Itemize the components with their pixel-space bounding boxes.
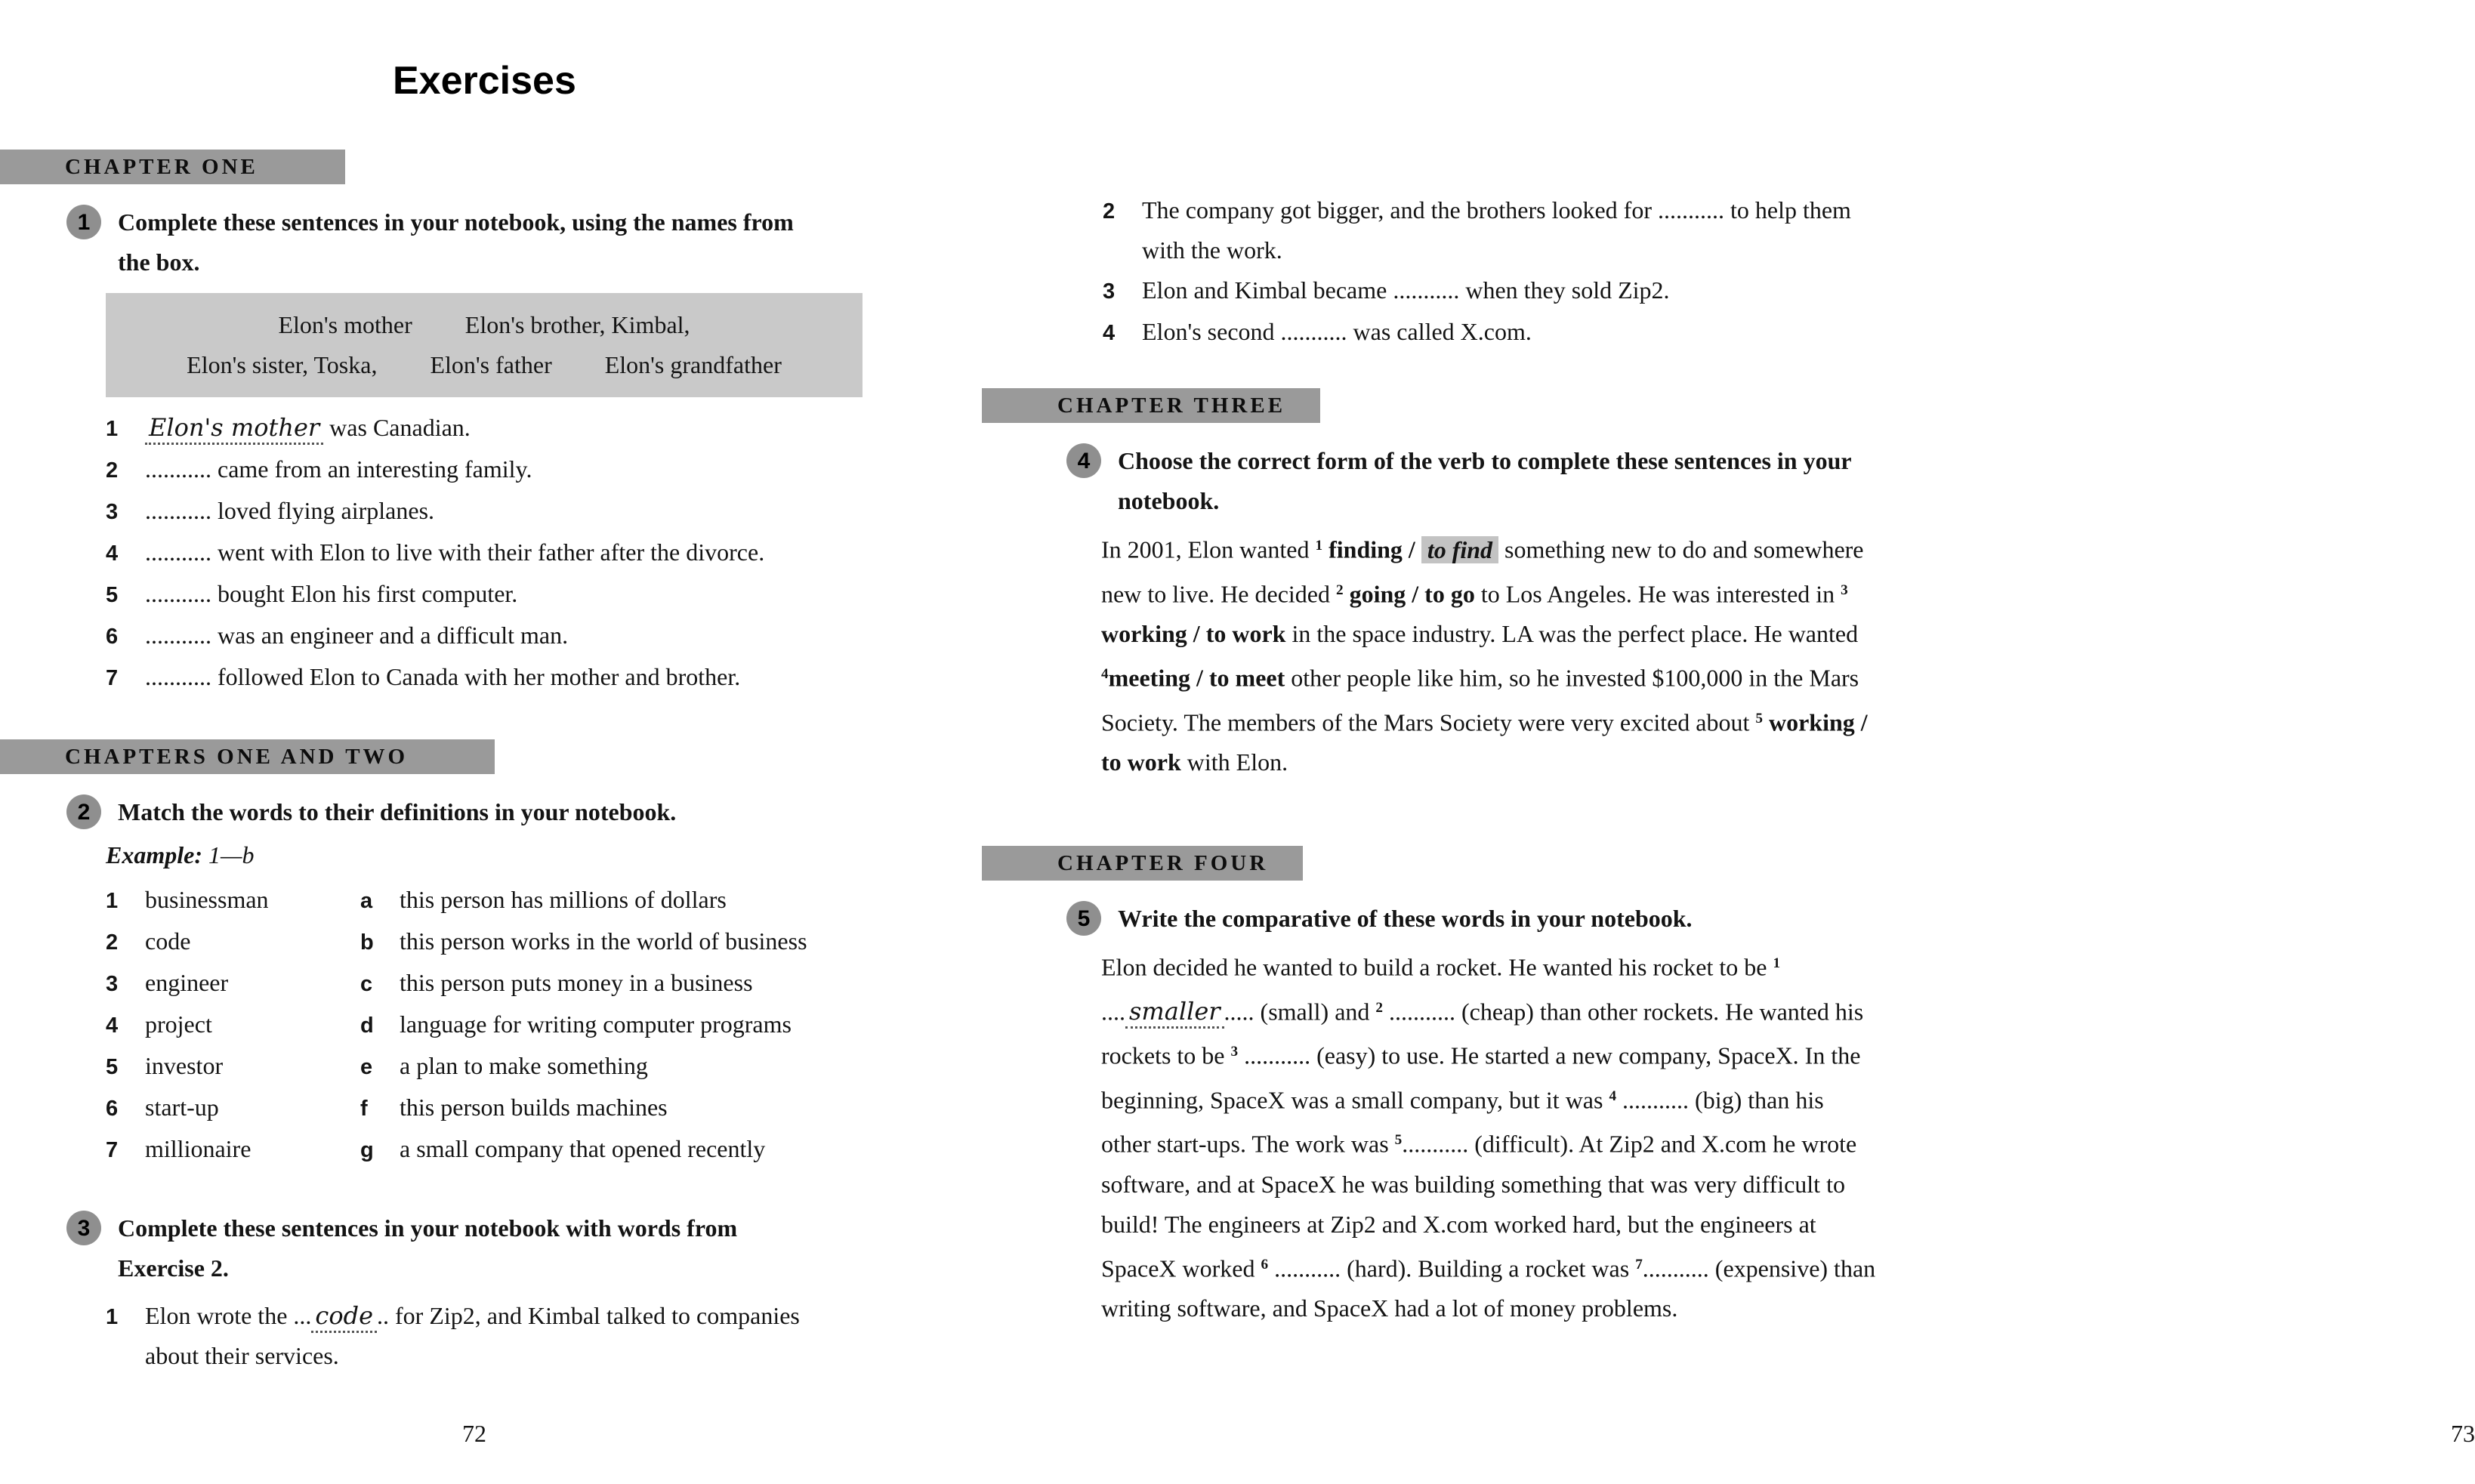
exercise-5-header (1066, 899, 1933, 939)
item-number: 7 (106, 666, 119, 690)
exercise-instruction: Match the words to their definitions in your notebook. (118, 798, 677, 825)
exercise-1-list (106, 408, 937, 699)
box-name: Elon's father (430, 351, 552, 378)
item-number: 4 (106, 541, 119, 566)
list-item (1103, 270, 1933, 312)
chapters-one-two-banner: CHAPTERS ONE AND TWO (0, 739, 495, 774)
exercise-3-header (66, 1208, 937, 1288)
match-row (106, 1088, 937, 1129)
list-item (106, 408, 937, 449)
item-number: 3 (106, 500, 119, 524)
exercise-2-header (66, 792, 937, 832)
exercise-2-list (106, 880, 937, 1171)
exercise-number-badge: 1 (66, 205, 101, 239)
exercise-5-paragraph: Elon decided he wanted to build a rocket. He wanted his rocket to be $^1$ .... smaller ..... (small) and $^2$ ........... (cheap) than other rockets. He wanted his rockets to be $^3$ ........... (easy) to use. He started a new company, SpaceX. In the beginning, SpaceX was a small company, but it was $^4$ ........... (big) than his other start-ups. The work was $^5$........... (difficult). At Zip2 and X.com he wrote software, and at SpaceX he was building something that was very difficult to build! The engineers at Zip2 and X.com worked hard, but the engineers at SpaceX worked $^6$ ........... (hard). Building a rocket was $^7$........... (expensive) than writing software, and SpaceX had a lot of money problems. (1101, 953, 1876, 1322)
exercise-instruction: Choose the correct form of the verb to complete these sentences in your notebook. (1118, 447, 1851, 514)
exercise-instruction: Complete these sentences in your notebook with words from Exercise 2. (118, 1214, 738, 1282)
exercise-instruction: Complete these sentences in your notebook, using the names from the box. (118, 208, 794, 276)
item-text: ........... bought Elon his first computer. (145, 580, 518, 607)
match-row (106, 1129, 937, 1171)
item-number: 5 (106, 1055, 119, 1079)
exercise-1 (0, 202, 937, 699)
word: millionaire (145, 1135, 252, 1162)
word: businessman (145, 886, 269, 913)
letter: b (360, 930, 374, 955)
letter: f (360, 1097, 368, 1121)
item-number: 1 (106, 1305, 119, 1329)
definition: this person builds machines (400, 1094, 668, 1121)
letter: d (360, 1014, 374, 1038)
item-text: Elon's mother was Canadian. (145, 408, 937, 448)
item-text: ........... went with Elon to live with their father after the divorce. (145, 538, 765, 566)
word: investor (145, 1052, 224, 1079)
item-number: 1 (106, 889, 119, 913)
letter: c (360, 972, 373, 996)
list-item (1103, 312, 1933, 353)
word: project (145, 1010, 212, 1038)
page-number: 73 (2451, 1420, 2475, 1447)
page-number: 72 (462, 1420, 486, 1447)
item-number: 4 (106, 1014, 119, 1038)
list-item (1103, 190, 1933, 270)
item-number: 6 (106, 625, 119, 649)
exercise-4-header (1066, 441, 1933, 521)
list-item (106, 616, 937, 657)
item-text: The company got bigger, and the brothers looked for ........... to help them with the work. (1142, 196, 1851, 264)
definition: language for writing computer programs (400, 1010, 792, 1038)
word: engineer (145, 969, 229, 996)
page-right (982, 0, 2475, 1447)
match-row (106, 921, 937, 963)
letter: g (360, 1138, 374, 1162)
page-title: Exercises (393, 59, 576, 103)
item-number: 2 (106, 458, 119, 483)
item-number: 7 (106, 1138, 119, 1162)
list-item (106, 532, 937, 574)
definition: a small company that opened recently (400, 1135, 766, 1162)
letter: e (360, 1055, 373, 1079)
exercise-number-badge: 3 (66, 1211, 101, 1245)
exercise-4 (982, 441, 1933, 782)
page-left (0, 0, 937, 1447)
chapter-three-banner: CHAPTER THREE (982, 388, 1320, 423)
letter: a (360, 889, 373, 913)
item-text: Elon wrote the ... code .. for Zip2, and Kimbal talked to companies about their services. (145, 1301, 800, 1369)
item-number: 3 (1103, 279, 1116, 304)
exercise-5 (982, 899, 1933, 1328)
list-item (106, 1296, 937, 1376)
match-row (106, 1046, 937, 1088)
names-box-line (113, 345, 855, 385)
list-item (106, 491, 937, 532)
exercise-instruction: Write the comparative of these words in your notebook. (1118, 905, 1693, 933)
item-text: ........... followed Elon to Canada with her mother and brother. (145, 663, 741, 690)
item-number: 2 (106, 930, 119, 955)
exercise-3 (0, 1208, 937, 1376)
list-item (106, 449, 937, 491)
names-box (106, 293, 863, 397)
exercise-2 (0, 792, 937, 1171)
exercise-3-continued-list (1103, 190, 1933, 353)
exercise-number-badge: 2 (66, 794, 101, 829)
match-row (106, 880, 937, 921)
item-text: ........... was an engineer and a difficult man. (145, 622, 569, 649)
example-label: Example: 1—b (106, 841, 255, 868)
exercise-1-header (66, 202, 937, 282)
chapter-four-banner: CHAPTER FOUR (982, 846, 1303, 881)
word: code (145, 927, 191, 955)
item-text: ........... came from an interesting family. (145, 455, 532, 483)
item-number: 3 (106, 972, 119, 996)
item-text: Elon's second ........... was called X.com. (1142, 318, 1532, 345)
definition: this person works in the world of business (400, 927, 807, 955)
box-name: Elon's mother (278, 311, 412, 338)
definition: this person has millions of dollars (400, 886, 727, 913)
item-number: 6 (106, 1097, 119, 1121)
word: start-up (145, 1094, 219, 1121)
item-number: 4 (1103, 321, 1116, 345)
box-name: Elon's sister, Toska, (187, 351, 378, 378)
box-name: Elon's brother, Kimbal, (464, 311, 690, 338)
box-name: Elon's grandfather (604, 351, 782, 378)
exercise-number-badge: 5 (1066, 901, 1101, 936)
exercise-4-paragraph: In 2001, Elon wanted $^1$ finding / to find something new to do and somewhere new to live. He decided $^2$ going / to go to Los Angeles. He was interested in $^3$ working / to work in the space industry. LA was the perfect place. He wanted $^4$meeting / to meet other people like him, so he invested $100,000 in the Mars Society. The members of the Mars Society were very excited about $^5$ working / to work with Elon. (1101, 535, 1868, 776)
item-text: ........... loved flying airplanes. (145, 497, 435, 524)
item-number: 2 (1103, 199, 1116, 224)
list-item (106, 574, 937, 616)
item-number: 5 (106, 583, 119, 607)
match-row (106, 1004, 937, 1046)
item-number: 1 (106, 417, 119, 441)
item-text: Elon and Kimbal became ........... when they sold Zip2. (1142, 276, 1670, 304)
definition: this person puts money in a business (400, 969, 753, 996)
definition: a plan to make something (400, 1052, 648, 1079)
names-box-line (113, 305, 855, 345)
list-item (106, 657, 937, 699)
chapter-one-banner: CHAPTER ONE (0, 150, 345, 184)
match-row (106, 963, 937, 1004)
exercise-number-badge: 4 (1066, 443, 1101, 478)
